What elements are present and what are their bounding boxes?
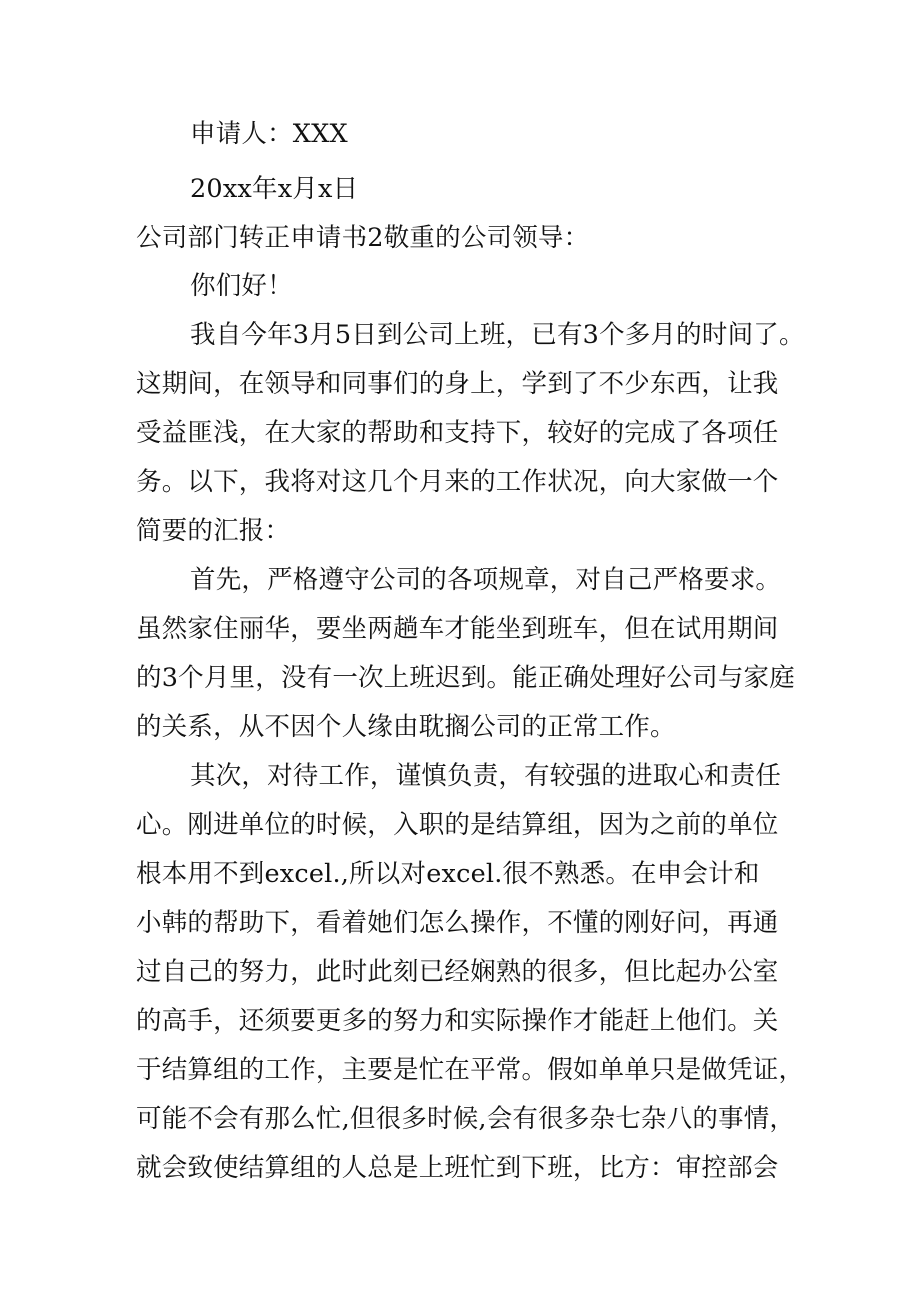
paragraph-2-line-3: 的3个月里，没有一次上班迟到。能正确处理好公司与家庭 [136,663,795,693]
paragraph-2-line-1: 首先，严格遵守公司的各项规章，对自己严格要求。 [190,565,782,595]
title-line: 公司部门转正申请书2敬重的公司领导： [136,223,590,253]
paragraph-1-line-3: 受益匪浅，在大家的帮助和支持下，较好的完成了各项任 [136,418,779,448]
applicant-line: 申请人：XXX [190,119,348,149]
paragraph-3-line-7: 于结算组的工作，主要是忙在平常。假如单单只是做凭证， [136,1055,805,1085]
paragraph-3-line-9: 就会致使结算组的人总是上班忙到下班，比方：审控部会 [136,1153,779,1183]
greeting-line: 你们好！ [190,271,293,301]
paragraph-2-line-2: 虽然家住丽华，要坐两趟车才能坐到班车，但在试用期间 [136,614,779,644]
paragraph-3-line-3: 根本用不到excel.,所以对excel.很不熟悉。在申会计和 [136,859,760,889]
paragraph-3-line-6: 的高手，还须要更多的努力和实际操作才能赶上他们。关 [136,1006,779,1036]
paragraph-2-line-4: 的关系，从不因个人缘由耽搁公司的正常工作。 [136,712,676,742]
paragraph-3-line-2: 心。刚进单位的时候，入职的是结算组，因为之前的单位 [136,810,779,840]
date-line: 20xx年x月x日 [190,174,359,204]
paragraph-1-line-1: 我自今年3月5日到公司上班，已有3个多月的时间了。 [190,320,805,350]
paragraph-1-line-5: 简要的汇报： [136,516,291,546]
paragraph-3-line-5: 过自己的努力，此时此刻已经娴熟的很多，但比起办公室 [136,957,779,987]
paragraph-1-line-4: 务。以下，我将对这几个月来的工作状况，向大家做一个 [136,467,779,497]
paragraph-3-line-4: 小韩的帮助下，看着她们怎么操作，不懂的刚好问，再通 [136,908,779,938]
paragraph-1-line-2: 这期间，在领导和同事们的身上，学到了不少东西，让我 [136,369,779,399]
paragraph-3-line-1: 其次，对待工作，谨慎负责，有较强的进取心和责任 [190,761,782,791]
paragraph-3-line-8: 可能不会有那么忙,但很多时候,会有很多杂七杂八的事情， [136,1104,796,1134]
